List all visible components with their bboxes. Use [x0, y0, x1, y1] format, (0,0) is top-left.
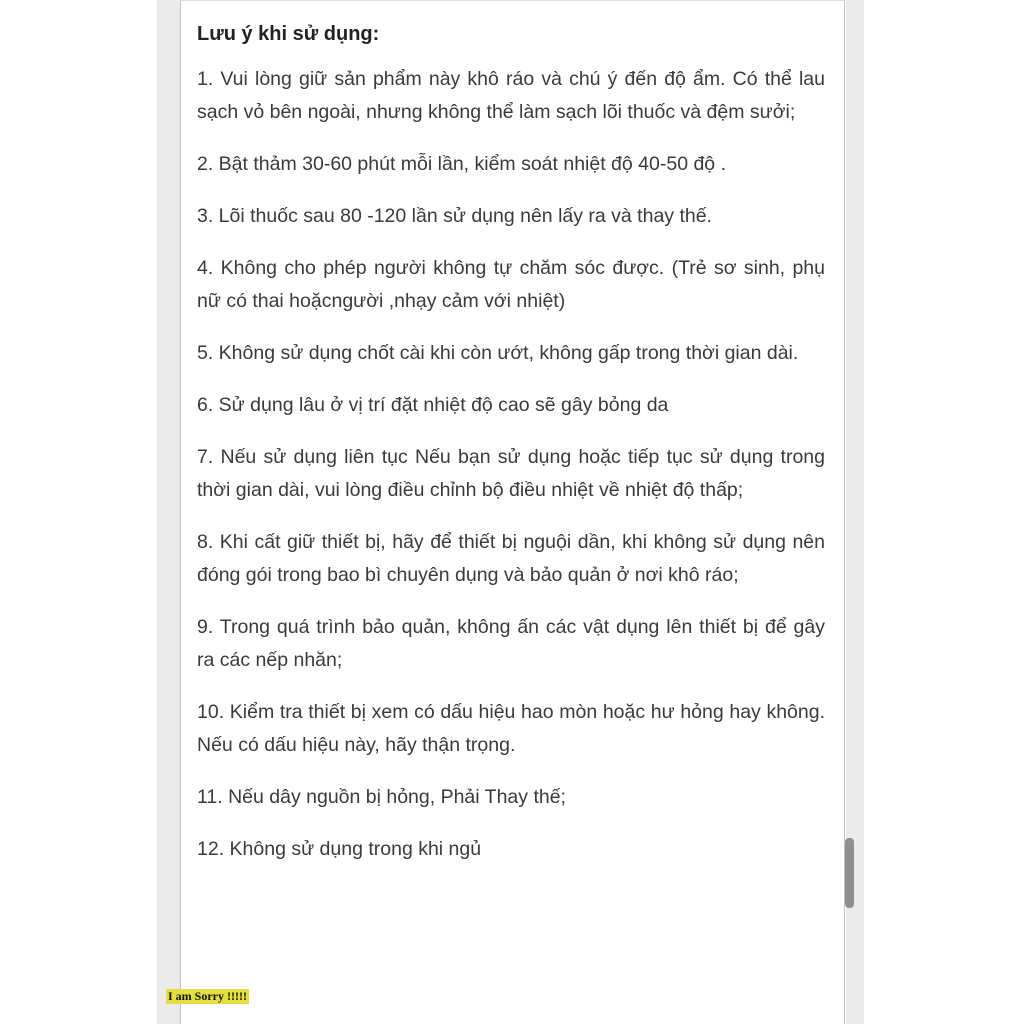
instruction-item-2: 2. Bật thảm 30-60 phút mỗi lần, kiểm soát nhiệt độ 40-50 độ .	[197, 153, 726, 175]
instruction-item-6: 6. Sử dụng lâu ở vị trí đặt nhiệt độ cao sẽ gây bỏng da	[197, 394, 669, 416]
description-panel	[180, 0, 845, 1024]
instruction-item-5: 5. Không sử dụng chốt cài khi còn ướt, không gấp trong thời gian dài.	[197, 342, 799, 364]
instruction-item-9: 9. Trong quá trình bảo quản, không ấn các vật dụng lên thiết bị để gây ra các nếp nhăn;	[197, 616, 825, 671]
instruction-item-3: 3. Lõi thuốc sau 80 -120 lần sử dụng nên lấy ra và thay thế.	[197, 205, 712, 227]
watermark-text: I am Sorry !!!!!	[168, 989, 247, 1003]
instruction-item-11: 11. Nếu dây nguồn bị hỏng, Phải Thay thế;	[197, 786, 566, 808]
instruction-item-4: 4. Không cho phép người không tự chăm sóc được. (Trẻ sơ sinh, phụ nữ có thai hoặcngười ,nhạy cảm với nhiệt)	[197, 257, 825, 312]
left-margin-gutter	[157, 0, 180, 1024]
instruction-item-10: 10. Kiểm tra thiết bị xem có dấu hiệu hao mòn hoặc hư hỏng hay không. Nếu có dấu hiệu này, hãy thận trọng.	[197, 701, 825, 756]
instruction-item-1: 1. Vui lòng giữ sản phẩm này khô ráo và chú ý đến độ ẩm. Có thể lau sạch vỏ bên ngoài, nhưng không thể làm sạch lõi thuốc và đệm sưởi;	[197, 68, 825, 123]
instruction-item-7: 7. Nếu sử dụng liên tục Nếu bạn sử dụng hoặc tiếp tục sử dụng trong thời gian dài, vui lòng điều chỉnh bộ điều nhiệt về nhiệt độ thấp;	[197, 446, 825, 501]
instruction-item-8: 8. Khi cất giữ thiết bị, hãy để thiết bị nguội dần, khi không sử dụng nên đóng gói trong bao bì chuyên dụng và bảo quản ở nơi khô ráo;	[197, 531, 825, 586]
instruction-item-12: 12. Không sử dụng trong khi ngủ	[197, 838, 482, 860]
section-title: Lưu ý khi sử dụng:	[197, 23, 380, 45]
scrollbar-thumb[interactable]	[845, 838, 854, 908]
